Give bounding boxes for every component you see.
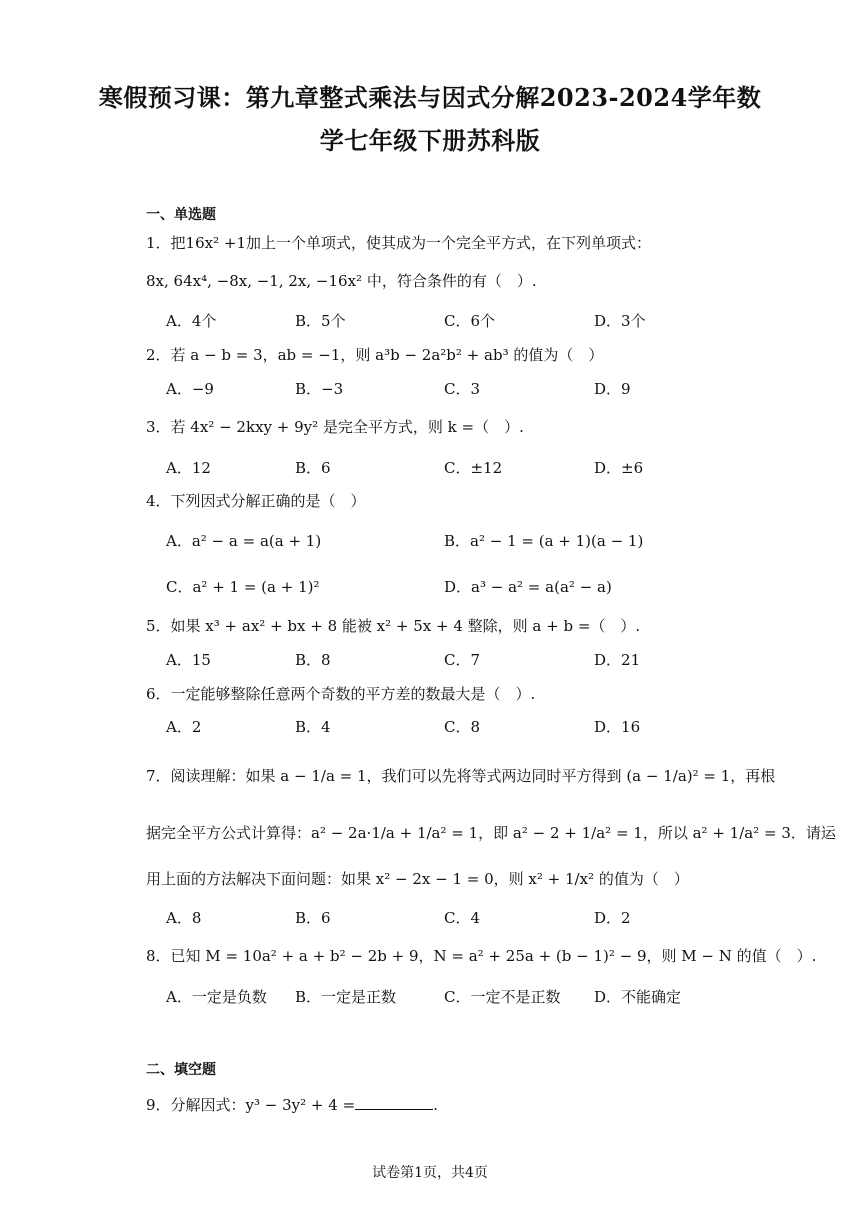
- question-5-option-a: A．15: [166, 651, 211, 669]
- question-4-option-b: B．a² − 1 = (a + 1)(a − 1): [444, 532, 644, 550]
- question-7-option-b: B．6: [295, 909, 331, 927]
- question-6-line-1: 6．一定能够整除任意两个奇数的平方差的数最大是（ ）.: [146, 685, 536, 703]
- question-3-option-a: A．12: [166, 459, 211, 477]
- question-9-tail: .: [433, 1096, 438, 1114]
- question-4-option-d: D．a³ − a² = a(a² − a): [444, 578, 612, 596]
- question-6-option-c: C．8: [444, 718, 481, 736]
- question-5-option-d: D．21: [594, 651, 641, 669]
- question-2-option-c: C．3: [444, 380, 481, 398]
- question-8-line-1: 8．已知 M = 10a² + a + b² − 2b + 9，N = a² + 25a + (b − 1)² − 9，则 M − N 的值（ ）.: [146, 947, 817, 965]
- question-1-option-c: C．6个: [444, 312, 496, 330]
- question-9-line-1: [146, 1094, 438, 1115]
- question-7-line-1: 7．阅读理解：如果 a − 1/a = 1，我们可以先将等式两边同时平方得到 (a − 1/a)² = 1，再根: [146, 767, 776, 785]
- page-footer: 试卷第1页，共4页: [372, 1165, 488, 1181]
- answer-blank[interactable]: [355, 1095, 433, 1110]
- question-6-option-a: A．2: [166, 718, 202, 736]
- question-8-option-b: B．一定是正数: [295, 988, 397, 1006]
- question-3-line-1: 3．若 4x² − 2kxy + 9y² 是完全平方式，则 k =（ ）.: [146, 418, 524, 436]
- question-4-line-1: 4．下列因式分解正确的是（ ）: [146, 492, 366, 510]
- question-5-line-1: 5．如果 x³ + ax² + bx + 8 能被 x² + 5x + 4 整除，则 a + b =（ ）.: [146, 617, 641, 635]
- question-5-option-c: C．7: [444, 651, 481, 669]
- question-6-option-b: B．4: [295, 718, 331, 736]
- page-title-line-1: 寒假预习课：第九章整式乘法与因式分解2023-2024学年数: [98, 83, 762, 112]
- question-2-option-b: B．−3: [295, 380, 344, 398]
- question-1-line-1: 1．把16x² +1加上一个单项式，使其成为一个完全平方式，在下列单项式：: [146, 234, 651, 252]
- question-5-option-b: B．8: [295, 651, 331, 669]
- page-title-line-2: 学七年级下册苏科版: [319, 126, 541, 155]
- question-1-line-2: 8x, 64x⁴, −8x, −1, 2x, −16x² 中，符合条件的有（ ）.: [146, 272, 537, 290]
- question-9-text: 9．分解因式：y³ − 3y² + 4 =: [146, 1096, 356, 1114]
- question-2-option-a: A．−9: [166, 380, 214, 398]
- question-7-line-3: 用上面的方法解决下面问题：如果 x² − 2x − 1 = 0，则 x² + 1/x² 的值为（ ）: [146, 870, 689, 888]
- question-8-option-d: D．不能确定: [594, 988, 682, 1006]
- question-7-option-c: C．4: [444, 909, 481, 927]
- question-7-option-a: A．8: [166, 909, 202, 927]
- question-8-option-a: A．一定是负数: [166, 988, 267, 1006]
- question-6-option-d: D．16: [594, 718, 641, 736]
- question-1-option-b: B．5个: [295, 312, 346, 330]
- question-1-option-d: D．3个: [594, 312, 646, 330]
- question-2-option-d: D．9: [594, 380, 631, 398]
- question-4-option-a: A．a² − a = a(a + 1): [166, 532, 322, 550]
- question-8-option-c: C．一定不是正数: [444, 988, 561, 1006]
- question-7-line-2: 据完全平方公式计算得：a² − 2a·1/a + 1/a² = 1，即 a² − 2 + 1/a² = 1，所以 a² + 1/a² = 3．请运: [146, 824, 836, 842]
- question-3-option-c: C．±12: [444, 459, 503, 477]
- question-1-option-a: A．4个: [166, 312, 217, 330]
- question-4-option-c: C．a² + 1 = (a + 1)²: [166, 578, 320, 596]
- question-7-option-d: D．2: [594, 909, 631, 927]
- question-3-option-d: D．±6: [594, 459, 644, 477]
- section-heading-single-choice: 一、单选题: [146, 207, 216, 223]
- question-3-option-b: B．6: [295, 459, 331, 477]
- section-heading-fill-blank: 二、填空题: [146, 1062, 216, 1078]
- question-2-line-1: 2．若 a − b = 3，ab = −1，则 a³b − 2a²b² + ab³ 的值为（ ）: [146, 346, 604, 364]
